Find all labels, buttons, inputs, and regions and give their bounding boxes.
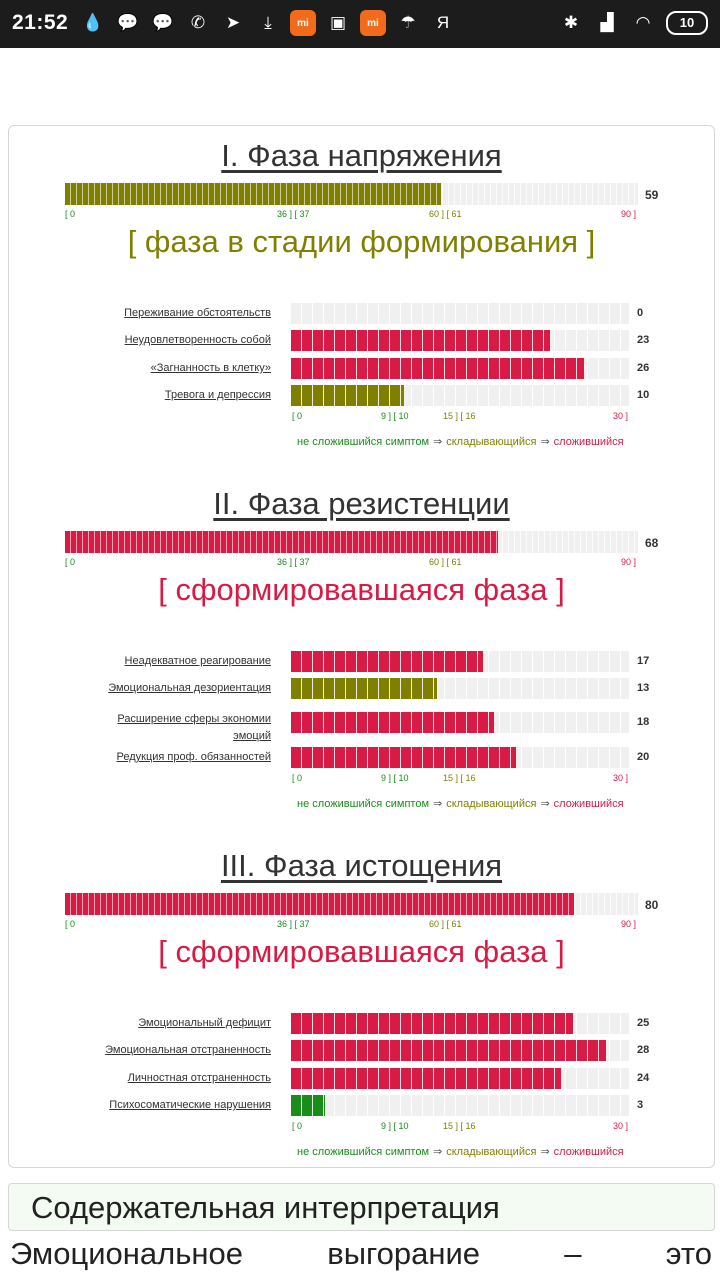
phase-title[interactable]: I. Фаза напряжения <box>221 138 502 173</box>
symptom-label[interactable]: Личностная отстраненность <box>127 1072 271 1084</box>
symptom-score: 20 <box>637 751 650 763</box>
mi-icon: mi <box>360 10 386 36</box>
symptom-legend <box>297 797 628 810</box>
legend-formed: сложившийся <box>553 1146 624 1158</box>
symptom-score: 10 <box>637 389 650 401</box>
chat-icon: ▣ <box>329 13 347 32</box>
legend-arrow-icon: ⇒ <box>433 436 443 448</box>
phase-progress-fill <box>65 183 441 205</box>
legend-formed: сложившийся <box>553 436 624 448</box>
whatsapp-icon: ✆ <box>190 13 206 32</box>
symptom-score: 17 <box>637 655 650 667</box>
symptom-label[interactable]: Эмоциональная отстраненность <box>105 1044 271 1056</box>
symptom-bar <box>291 1095 629 1116</box>
battery-icon: 10 <box>666 11 708 35</box>
symptom-bar-fill <box>291 712 494 733</box>
symptom-score: 0 <box>637 307 644 319</box>
message-icon: 💬 <box>117 13 139 32</box>
body-word: Эмоциональное <box>10 1236 243 1271</box>
symptom-bar <box>291 303 629 324</box>
symptom-scale-tick: 30 ] <box>613 773 629 783</box>
symptom-bar-fill <box>291 1068 561 1089</box>
symptom-label[interactable]: Неудовлетворенность собой <box>124 334 271 346</box>
phase-progress-fill <box>65 893 574 915</box>
body-word: это <box>665 1236 712 1271</box>
phase-score: 80 <box>645 898 659 912</box>
phase-scale-tick: [ 0 <box>65 557 76 567</box>
legend-forming: складывающийся <box>446 436 537 448</box>
phase-progress-fill <box>65 531 498 553</box>
symptom-bar-fill <box>291 678 437 699</box>
symptom-scale-tick: [ 0 <box>292 1121 303 1131</box>
symptom-score: 26 <box>637 362 650 374</box>
status-bar <box>0 0 720 48</box>
telegram-icon: ➤ <box>225 13 241 32</box>
legend-arrow-icon: ⇒ <box>540 798 550 810</box>
bluetooth-icon: ✱ <box>563 13 579 32</box>
phase-scale-tick: 60 ] [ 61 <box>429 557 462 567</box>
body-word: – <box>564 1236 582 1271</box>
symptom-score: 13 <box>637 682 650 694</box>
legend-formed: сложившийся <box>553 798 624 810</box>
symptom-scale-tick: 9 ] [ 10 <box>381 773 409 783</box>
symptom-score: 28 <box>637 1044 650 1056</box>
download-icon: ⤓ <box>264 13 272 32</box>
legend-not-formed: не сложившийся симптом <box>297 436 430 448</box>
symptom-bar-fill <box>291 651 483 672</box>
symptom-bar-fill <box>291 1095 325 1116</box>
phase-scale-tick: 36 ] [ 37 <box>277 557 310 567</box>
umbrella-icon: ☂ <box>400 13 416 32</box>
symptom-label[interactable]: Психосоматические нарушения <box>109 1099 271 1111</box>
phase-progress-bar <box>65 893 638 915</box>
interpretation-text <box>10 1236 712 1272</box>
symptom-bar <box>291 1013 629 1034</box>
phase-block <box>9 836 714 1176</box>
symptom-scale-tick: 15 ] [ 16 <box>443 773 476 783</box>
phase-progress-bar <box>65 183 638 205</box>
phase-progress-bar <box>65 531 638 553</box>
symptom-bar-fill <box>291 1040 606 1061</box>
phase-scale-tick: 36 ] [ 37 <box>277 209 310 219</box>
phase-scale-tick: 60 ] [ 61 <box>429 919 462 929</box>
symptom-bar-track <box>291 303 629 324</box>
symptom-bar <box>291 1040 629 1061</box>
symptom-scale-tick: 9 ] [ 10 <box>381 411 409 421</box>
yandex-icon: Я <box>436 13 450 32</box>
symptom-bar <box>291 358 629 379</box>
symptom-label[interactable]: Тревога и депрессия <box>164 389 271 401</box>
mi-icon: mi <box>290 10 316 36</box>
phase-scale-tick: 90 ] <box>621 919 637 929</box>
phase-scale-tick: [ 0 <box>65 209 76 219</box>
symptom-score: 24 <box>637 1072 650 1084</box>
symptom-score: 25 <box>637 1017 650 1029</box>
symptom-bar-fill <box>291 747 516 768</box>
symptom-bar <box>291 385 629 406</box>
symptom-bar <box>291 1068 629 1089</box>
symptom-bar <box>291 712 629 733</box>
phase-score: 68 <box>645 536 659 550</box>
phase-scale-tick: 36 ] [ 37 <box>277 919 310 929</box>
symptom-bar <box>291 330 629 351</box>
symptom-scale-tick: [ 0 <box>292 773 303 783</box>
symptom-score: 23 <box>637 334 650 346</box>
symptom-label[interactable]: Переживание обстоятельств <box>124 307 271 319</box>
results-card <box>8 125 715 1168</box>
wifi-icon: ◠ <box>635 13 651 32</box>
symptom-bar-fill <box>291 1013 573 1034</box>
legend-forming: складывающийся <box>446 798 537 810</box>
phase-title[interactable]: III. Фаза истощения <box>220 848 503 883</box>
symptom-bar <box>291 747 629 768</box>
symptom-scale-tick: [ 0 <box>292 411 303 421</box>
symptom-scale-tick: 15 ] [ 16 <box>443 411 476 421</box>
status-time: 21:52 <box>12 11 69 34</box>
legend-forming: складывающийся <box>446 1146 537 1158</box>
drop-icon: 💧 <box>82 13 104 32</box>
signal-icon: ▟ <box>600 13 614 32</box>
symptom-bar-fill <box>291 330 550 351</box>
symptom-scale-tick: 30 ] <box>613 1121 629 1131</box>
symptom-score: 3 <box>637 1099 644 1111</box>
phase-status: [ фаза в стадии формирования ] <box>127 224 596 259</box>
symptom-label[interactable]: Редукция проф. обязанностей <box>116 751 271 763</box>
symptom-label[interactable]: Эмоциональная дезориентация <box>108 682 271 694</box>
symptom-bar-fill <box>291 358 584 379</box>
notification-icons <box>80 10 456 36</box>
symptom-scale-tick: 15 ] [ 16 <box>443 1121 476 1131</box>
phase-score: 59 <box>645 188 659 202</box>
phase-scale-tick: 90 ] <box>621 557 637 567</box>
phase-scale-tick: 90 ] <box>621 209 637 219</box>
symptom-label[interactable]: «Загнанность в клетку» <box>150 362 271 374</box>
legend-not-formed: не сложившийся симптом <box>297 798 430 810</box>
section-title: Содержательная интерпретация <box>31 1190 500 1225</box>
symptom-bar-fill <box>291 385 404 406</box>
legend-arrow-icon: ⇒ <box>540 436 550 448</box>
body-word: выгорание <box>327 1236 481 1271</box>
legend-not-formed: не сложившийся симптом <box>297 1146 430 1158</box>
legend-arrow-icon: ⇒ <box>433 798 443 810</box>
symptom-bar-track <box>291 1095 629 1116</box>
symptom-label[interactable]: Неадекватное реагирование <box>124 655 271 667</box>
symptom-scale-tick: 30 ] <box>613 411 629 421</box>
message-icon: 💬 <box>152 13 174 32</box>
legend-arrow-icon: ⇒ <box>540 1146 550 1158</box>
phase-status: [ сформировавшаяся фаза ] <box>158 572 565 607</box>
system-icons <box>558 10 708 36</box>
phase-scale-tick: [ 0 <box>65 919 76 929</box>
symptom-bar <box>291 651 629 672</box>
symptom-score: 18 <box>637 716 650 728</box>
section-header <box>8 1183 715 1231</box>
symptom-legend <box>297 1145 628 1158</box>
phase-block <box>9 126 714 466</box>
symptom-label[interactable]: Расширение сферы экономии эмоций <box>117 713 271 742</box>
phase-title[interactable]: II. Фаза резистенции <box>213 486 510 521</box>
symptom-label[interactable]: Эмоциональный дефицит <box>138 1017 271 1029</box>
legend-arrow-icon: ⇒ <box>433 1146 443 1158</box>
symptom-legend <box>297 435 628 448</box>
symptom-scale-tick: 9 ] [ 10 <box>381 1121 409 1131</box>
symptom-bar <box>291 678 629 699</box>
phase-scale-tick: 60 ] [ 61 <box>429 209 462 219</box>
phase-block <box>9 474 714 814</box>
phase-status: [ сформировавшаяся фаза ] <box>158 934 565 969</box>
